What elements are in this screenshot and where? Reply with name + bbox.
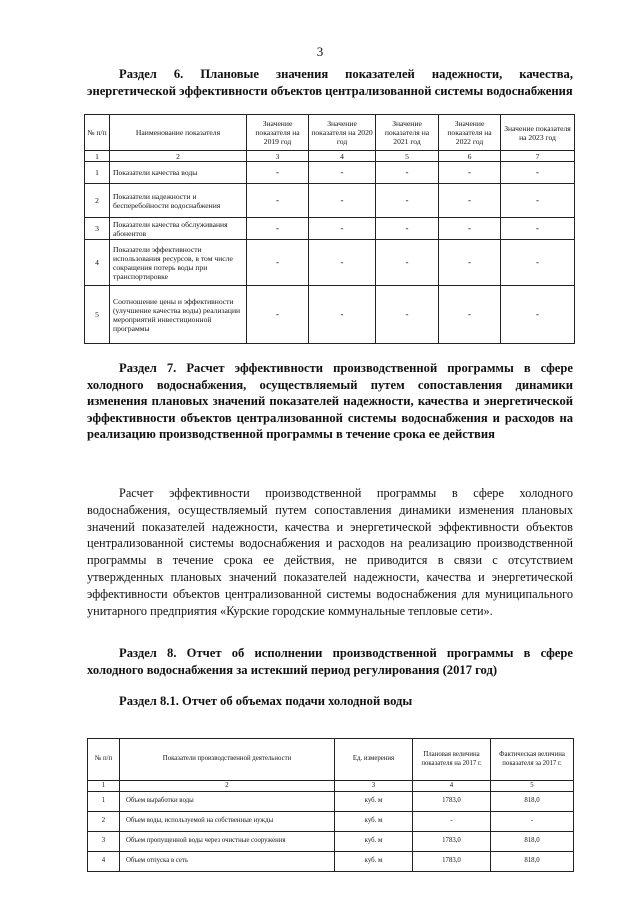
value-cell: - xyxy=(439,184,501,218)
section81-heading: Раздел 8.1. Отчет об объемах подачи холодной воды xyxy=(119,694,413,708)
unit-cell: куб. м xyxy=(335,792,413,812)
column-number-row xyxy=(88,781,574,792)
section6-heading: Раздел 6. Плановые значения показателей надежности, качества, энергетической эффективности объектов централизованной системы водоснабжения xyxy=(87,67,573,98)
table-row xyxy=(88,812,574,832)
table-row xyxy=(85,162,575,184)
indicator-name: Объем пропущенной воды через очистные сооружения xyxy=(120,832,335,852)
section7-heading: Раздел 7. Расчет эффективности производственной программы в сфере холодного водоснабжения, осуществляемый путем сопоставления динамики изменения плановых значений показателей надежности, качества и энергетической эффективности объектов централизованной системы водоснабжения и расходов на реализацию производственной программы в течение срока ее действия xyxy=(87,361,573,441)
header-cell: № п/п xyxy=(85,115,110,151)
value-cell: - xyxy=(501,286,575,344)
row-number: 4 xyxy=(85,240,110,286)
unit-cell: куб. м xyxy=(335,832,413,852)
fact-value: 818,0 xyxy=(491,852,574,872)
value-cell: - xyxy=(247,184,309,218)
column-number: 4 xyxy=(413,781,491,792)
table-row xyxy=(88,792,574,812)
value-cell: - xyxy=(376,162,439,184)
value-cell: - xyxy=(439,162,501,184)
table-row xyxy=(85,286,575,344)
value-cell: - xyxy=(439,240,501,286)
column-number: 5 xyxy=(491,781,574,792)
value-cell: - xyxy=(501,162,575,184)
value-cell: - xyxy=(501,240,575,286)
plan-value: 1783,0 xyxy=(413,792,491,812)
indicator-name: Объем отпуска в сеть xyxy=(120,852,335,872)
indicator-name: Объем воды, используемой на собственные нужды xyxy=(120,812,335,832)
row-number: 2 xyxy=(88,812,120,832)
row-number: 5 xyxy=(85,286,110,344)
plan-value: 1783,0 xyxy=(413,852,491,872)
column-number: 1 xyxy=(88,781,120,792)
column-number: 1 xyxy=(85,151,110,162)
header-cell: Плановая величина показателя на 2017 г. xyxy=(413,739,491,781)
header-cell: Ед. измерения xyxy=(335,739,413,781)
column-number: 2 xyxy=(120,781,335,792)
indicator-name: Показатели качества воды xyxy=(110,162,247,184)
value-cell: - xyxy=(247,240,309,286)
value-cell: - xyxy=(309,184,376,218)
value-cell: - xyxy=(501,218,575,240)
column-number-row xyxy=(85,151,575,162)
header-cell: Значение показателя на 2019 год xyxy=(247,115,309,151)
table-row xyxy=(88,832,574,852)
indicator-name: Показатели надежности и бесперебойности водоснабжения xyxy=(110,184,247,218)
value-cell: - xyxy=(247,218,309,240)
section81-table xyxy=(87,738,574,872)
value-cell: - xyxy=(309,286,376,344)
column-number: 6 xyxy=(439,151,501,162)
indicator-name: Показатели эффективности использования ресурсов, в том числе сокращения потерь воды при транспортировке xyxy=(110,240,247,286)
column-number: 5 xyxy=(376,151,439,162)
value-cell: - xyxy=(376,218,439,240)
value-cell: - xyxy=(376,240,439,286)
fact-value: 818,0 xyxy=(491,832,574,852)
row-number: 3 xyxy=(88,832,120,852)
indicator-name: Соотношение цены и эффективности (улучшение качества воды) реализации мероприятий инвестиционной программы xyxy=(110,286,247,344)
section8-heading: Раздел 8. Отчет об исполнении производственной программы в сфере холодного водоснабжения за истекший период регулирования (2017 год) xyxy=(87,646,573,677)
row-number: 3 xyxy=(85,218,110,240)
header-cell: Значение показателя на 2020 год xyxy=(309,115,376,151)
header-cell: Значение показателя на 2023 год xyxy=(501,115,575,151)
value-cell: - xyxy=(439,286,501,344)
row-number: 2 xyxy=(85,184,110,218)
table-row xyxy=(88,852,574,872)
column-number: 3 xyxy=(247,151,309,162)
header-cell: Фактическая величина показателя за 2017 г. xyxy=(491,739,574,781)
value-cell: - xyxy=(376,286,439,344)
fact-value: - xyxy=(491,812,574,832)
table-row xyxy=(85,184,575,218)
column-number: 3 xyxy=(335,781,413,792)
value-cell: - xyxy=(247,162,309,184)
header-cell: Значение показателя на 2022 год xyxy=(439,115,501,151)
value-cell: - xyxy=(309,240,376,286)
header-cell: Показатели производственной деятельности xyxy=(120,739,335,781)
value-cell: - xyxy=(309,218,376,240)
value-cell: - xyxy=(309,162,376,184)
header-cell: № п/п xyxy=(88,739,120,781)
plan-value: 1783,0 xyxy=(413,832,491,852)
unit-cell: куб. м xyxy=(335,852,413,872)
plan-value: - xyxy=(413,812,491,832)
value-cell: - xyxy=(501,184,575,218)
table-header-row xyxy=(88,739,574,781)
column-number: 2 xyxy=(110,151,247,162)
row-number: 4 xyxy=(88,852,120,872)
indicator-name: Объем выработки воды xyxy=(120,792,335,812)
value-cell: - xyxy=(439,218,501,240)
value-cell: - xyxy=(247,286,309,344)
value-cell: - xyxy=(376,184,439,218)
row-number: 1 xyxy=(85,162,110,184)
header-cell: Наименование показателя xyxy=(110,115,247,151)
page-number: 3 xyxy=(316,44,324,59)
unit-cell: куб. м xyxy=(335,812,413,832)
row-number: 1 xyxy=(88,792,120,812)
column-number: 4 xyxy=(309,151,376,162)
column-number: 7 xyxy=(501,151,575,162)
fact-value: 818,0 xyxy=(491,792,574,812)
table-row xyxy=(85,240,575,286)
table-row xyxy=(85,218,575,240)
table-header-row xyxy=(85,115,575,151)
section7-paragraph: Расчет эффективности производственной программы в сфере холодного водоснабжения, осуществляемый путем сопоставления динамики изменения плановых значений показателей надежности, качества и энергетической эффективности объектов централизованной системы водоснабжения и расходов на реализацию производственной программы в течение срока ее действия, не приводится в связи с отсутствием утвержденных плановых значений показателей надежности, качества и энергетической эффективности объектов централизованной системы водоснабжения для муниципального унитарного предприятия «Курские городские коммунальные тепловые сети». xyxy=(87,486,573,618)
header-cell: Значение показателя на 2021 год xyxy=(376,115,439,151)
section6-table xyxy=(84,114,575,344)
indicator-name: Показатели качества обслуживания абонентов xyxy=(110,218,247,240)
